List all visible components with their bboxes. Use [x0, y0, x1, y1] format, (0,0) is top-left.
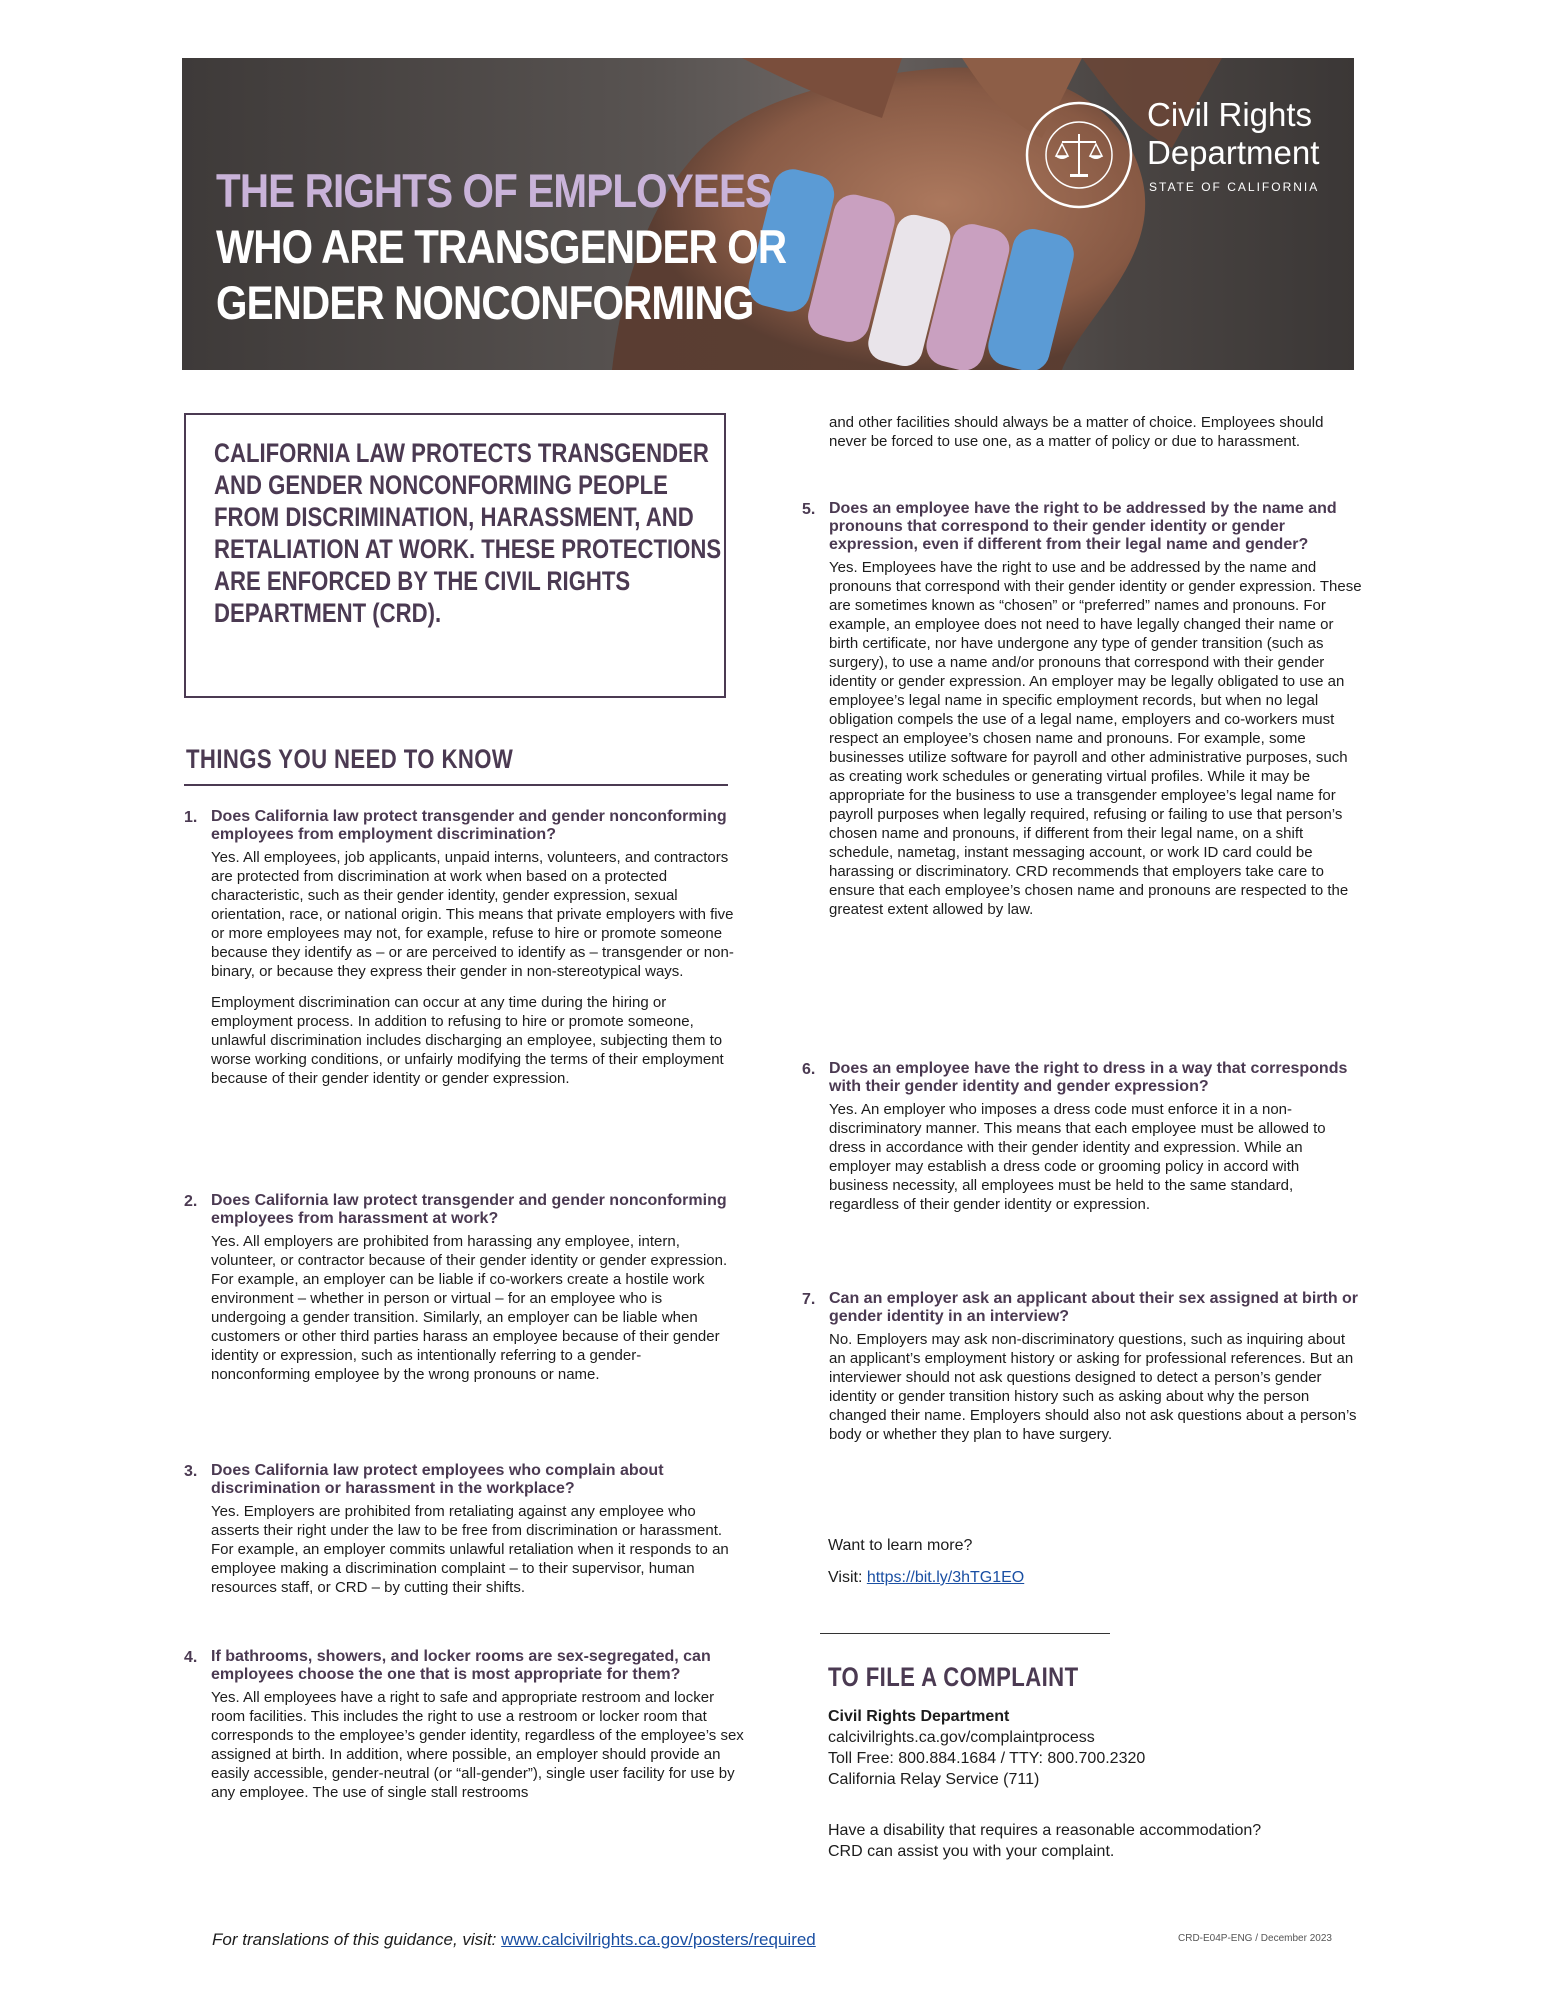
- question-text: Does California law protect transgender and gender nonconforming employees from employment discrimination?: [211, 808, 727, 843]
- question-item-7: [802, 1290, 1362, 1456]
- disability-line-1: Have a disability that requires a reasonable accommodation?: [828, 1822, 1262, 1839]
- translations-link[interactable]: www.calcivilrights.ca.gov/posters/required: [501, 1930, 816, 1949]
- question-number: 2.: [184, 1193, 198, 1210]
- department-name: [1147, 96, 1319, 172]
- answer-text: Yes. All employers are prohibited from harassing any employee, intern, volunteer, or contractor because of their gender identity or gender expression. For example, an employer can be liable if co-workers create a hostile work environment – whether in person or virtual – for an employee who is undergoing a gender transition. Similarly, an employer can be liable when customers or other third parties harass an employee because of their gender identity or expression, such as intentionally referring to a gender-nonconforming employee by the wrong pronouns or name.: [211, 1233, 728, 1383]
- question-item-5: [802, 500, 1362, 931]
- disability-line-2: CRD can assist you with your complaint.: [828, 1843, 1115, 1860]
- department-name-line-2: Department: [1147, 134, 1320, 171]
- question-item-2: [184, 1192, 734, 1396]
- disability-note: [828, 1820, 1261, 1862]
- question-number: 1.: [184, 809, 198, 826]
- translations-note: [212, 1930, 816, 1950]
- contact-org: Civil Rights Department: [828, 1708, 1010, 1725]
- contact-relay: California Relay Service (711): [828, 1771, 1040, 1788]
- question-number: 7.: [802, 1291, 816, 1308]
- callout-box: [184, 413, 726, 698]
- divider: [820, 1633, 1110, 1634]
- learn-more: [828, 1536, 1024, 1600]
- department-name-line-1: Civil Rights: [1147, 96, 1313, 133]
- answer-text: Yes. All employees, job applicants, unpaid interns, volunteers, and contractors are protected from discrimination at work when based on a protected characteristic, such as their gender identity, gender expression, sexual orientation, race, or national origin. This means that private employers with five or more employees may not, for example, refuse to hire or promote someone because they identify as – or are perceived to identify as – transgender or non-binary, or because they express their gender in non-stereotypical ways.: [211, 849, 734, 980]
- question-text: Can an employer ask an applicant about their sex assigned at birth or gender identity in an interview?: [829, 1290, 1359, 1325]
- section-heading: THINGS YOU NEED TO KNOW: [186, 744, 514, 774]
- question-text: Does California law protect employees who complain about discrimination or harassment in the workplace?: [211, 1462, 664, 1497]
- contact-site[interactable]: calcivilrights.ca.gov/complaintprocess: [828, 1729, 1095, 1746]
- answer-text-2: Employment discrimination can occur at any time during the hiring or employment process. In addition to refusing to hire or promote someone, unlawful discrimination includes discharging an employee, subjecting them to worse working conditions, or unfairly modifying the terms of their employment because of their gender identity or gender expression.: [211, 994, 724, 1087]
- question-4-continued: [802, 413, 1362, 463]
- question-item-3: [184, 1462, 734, 1609]
- page-title: [216, 163, 786, 331]
- question-item-1: [184, 808, 734, 1100]
- translations-label: For translations of this guidance, visit:: [212, 1930, 502, 1949]
- department-state: STATE OF CALIFORNIA: [1149, 180, 1320, 194]
- learn-more-prompt: Want to learn more?: [828, 1537, 973, 1554]
- answer-text-continued: and other facilities should always be a matter of choice. Employees should never be forced to use one, as a matter of policy or due to harassment.: [829, 414, 1324, 450]
- question-number: 3.: [184, 1463, 198, 1480]
- visit-label: Visit:: [828, 1569, 867, 1586]
- question-number: 4.: [184, 1649, 198, 1666]
- question-number: 5.: [802, 501, 816, 518]
- question-text: Does an employee have the right to be addressed by the name and pronouns that correspond to their gender identity or gender expression, even if different from their legal name and gender?: [829, 500, 1337, 553]
- learn-more-visit: [828, 1568, 1024, 1588]
- title-line-3: GENDER NONCONFORMING: [216, 276, 754, 329]
- answer-text: Yes. Employers are prohibited from retaliating against any employee who asserts their right under the law to be free from discrimination or harassment. For example, an employer commits unlawful retaliation when it responds to an employee making a discrimination complaint – to their supervisor, human resources staff, or CRD – by cutting their shifts.: [211, 1503, 729, 1596]
- document-code: CRD-E04P-ENG / December 2023: [1178, 1933, 1332, 1944]
- answer-text: No. Employers may ask non-discriminatory questions, such as inquiring about an applicant’s employment history or asking for professional references. But an interviewer should not ask questions designed to detect a person’s gender identity or gender transition history such as asking about why the person changed their name. Employers should also not ask questions about a person’s body or whether they plan to have surgery.: [829, 1331, 1357, 1443]
- answer-text: Yes. An employer who imposes a dress code must enforce it in a non-discriminatory manner. This means that each employee must be allowed to dress in accordance with their gender identity and expression. While an employer may establish a dress code or grooming policy in accord with business necessity, all employees must be held to the same standard, regardless of their gender identity or expression.: [829, 1101, 1326, 1213]
- question-text: Does California law protect transgender and gender nonconforming employees from harassment at work?: [211, 1192, 727, 1227]
- question-item-4: [184, 1648, 744, 1814]
- learn-more-link[interactable]: https://bit.ly/3hTG1EO: [866, 1569, 1025, 1586]
- title-line-2: WHO ARE TRANSGENDER OR: [216, 220, 787, 273]
- contact-info: [828, 1706, 1145, 1790]
- contact-phones: Toll Free: 800.884.1684 / TTY: 800.700.2320: [828, 1750, 1146, 1767]
- answer-text: Yes. All employees have a right to safe and appropriate restroom and locker room facilities. This includes the right to use a restroom or locker room that corresponds to the employee’s gender identity, regardless of the employee’s sex assigned at birth. In addition, where possible, an employer should provide an easily accessible, gender-neutral (or “all-gender”), single user facility for use by any employee. The use of single stall restrooms: [211, 1689, 744, 1801]
- file-complaint-heading: TO FILE A COMPLAINT: [828, 1662, 1079, 1692]
- question-text: Does an employee have the right to dress in a way that corresponds with their gender identity and gender expression?: [829, 1060, 1348, 1095]
- question-item-6: [802, 1060, 1362, 1226]
- question-text: If bathrooms, showers, and locker rooms are sex-segregated, can employees choose the one that is most appropriate for them?: [211, 1648, 711, 1683]
- callout-text: CALIFORNIA LAW PROTECTS TRANSGENDER AND GENDER NONCONFORMING PEOPLE FROM DISCRIMINATION, HARASSMENT, AND RETALIATION AT WORK. THESE PROTECTIONS ARE ENFORCED BY THE CIVIL RIGHTS DEPARTMENT (CRD).: [214, 438, 722, 628]
- header-banner: [182, 58, 1354, 370]
- department-seal-icon: [1024, 100, 1134, 210]
- answer-text: Yes. Employees have the right to use and be addressed by the name and pronouns that correspond with their gender identity or gender expression. These are sometimes known as “chosen” or “preferred” names and pronouns. For example, an employee does not need to have legally changed their name or birth certificate, nor have undergone any type of gender transition (such as surgery), to use a name and/or pronouns that correspond with their gender identity or gender expression. An employer may be legally obligated to use an employee’s legal name in specific employment records, but when no legal obligation compels the use of a legal name, employers and co-workers must respect an employee’s chosen name and pronouns. For example, some businesses utilize software for payroll and other administrative purposes, such as creating work schedules or generating virtual profiles. While it may be appropriate for the business to use a transgender employee’s legal name for payroll purposes when legally required, refusing or failing to use that person’s chosen name and pronouns, if different from their legal name, on a shift schedule, nametag, instant messaging account, or work ID card could be harassing or discriminatory. CRD recommends that employers take care to ensure that each employee’s chosen name and pronouns are respected to the greatest extent allowed by law.: [829, 559, 1362, 918]
- question-number: 6.: [802, 1061, 816, 1078]
- section-divider: [184, 784, 728, 786]
- title-line-1: THE RIGHTS OF EMPLOYEES: [216, 164, 772, 217]
